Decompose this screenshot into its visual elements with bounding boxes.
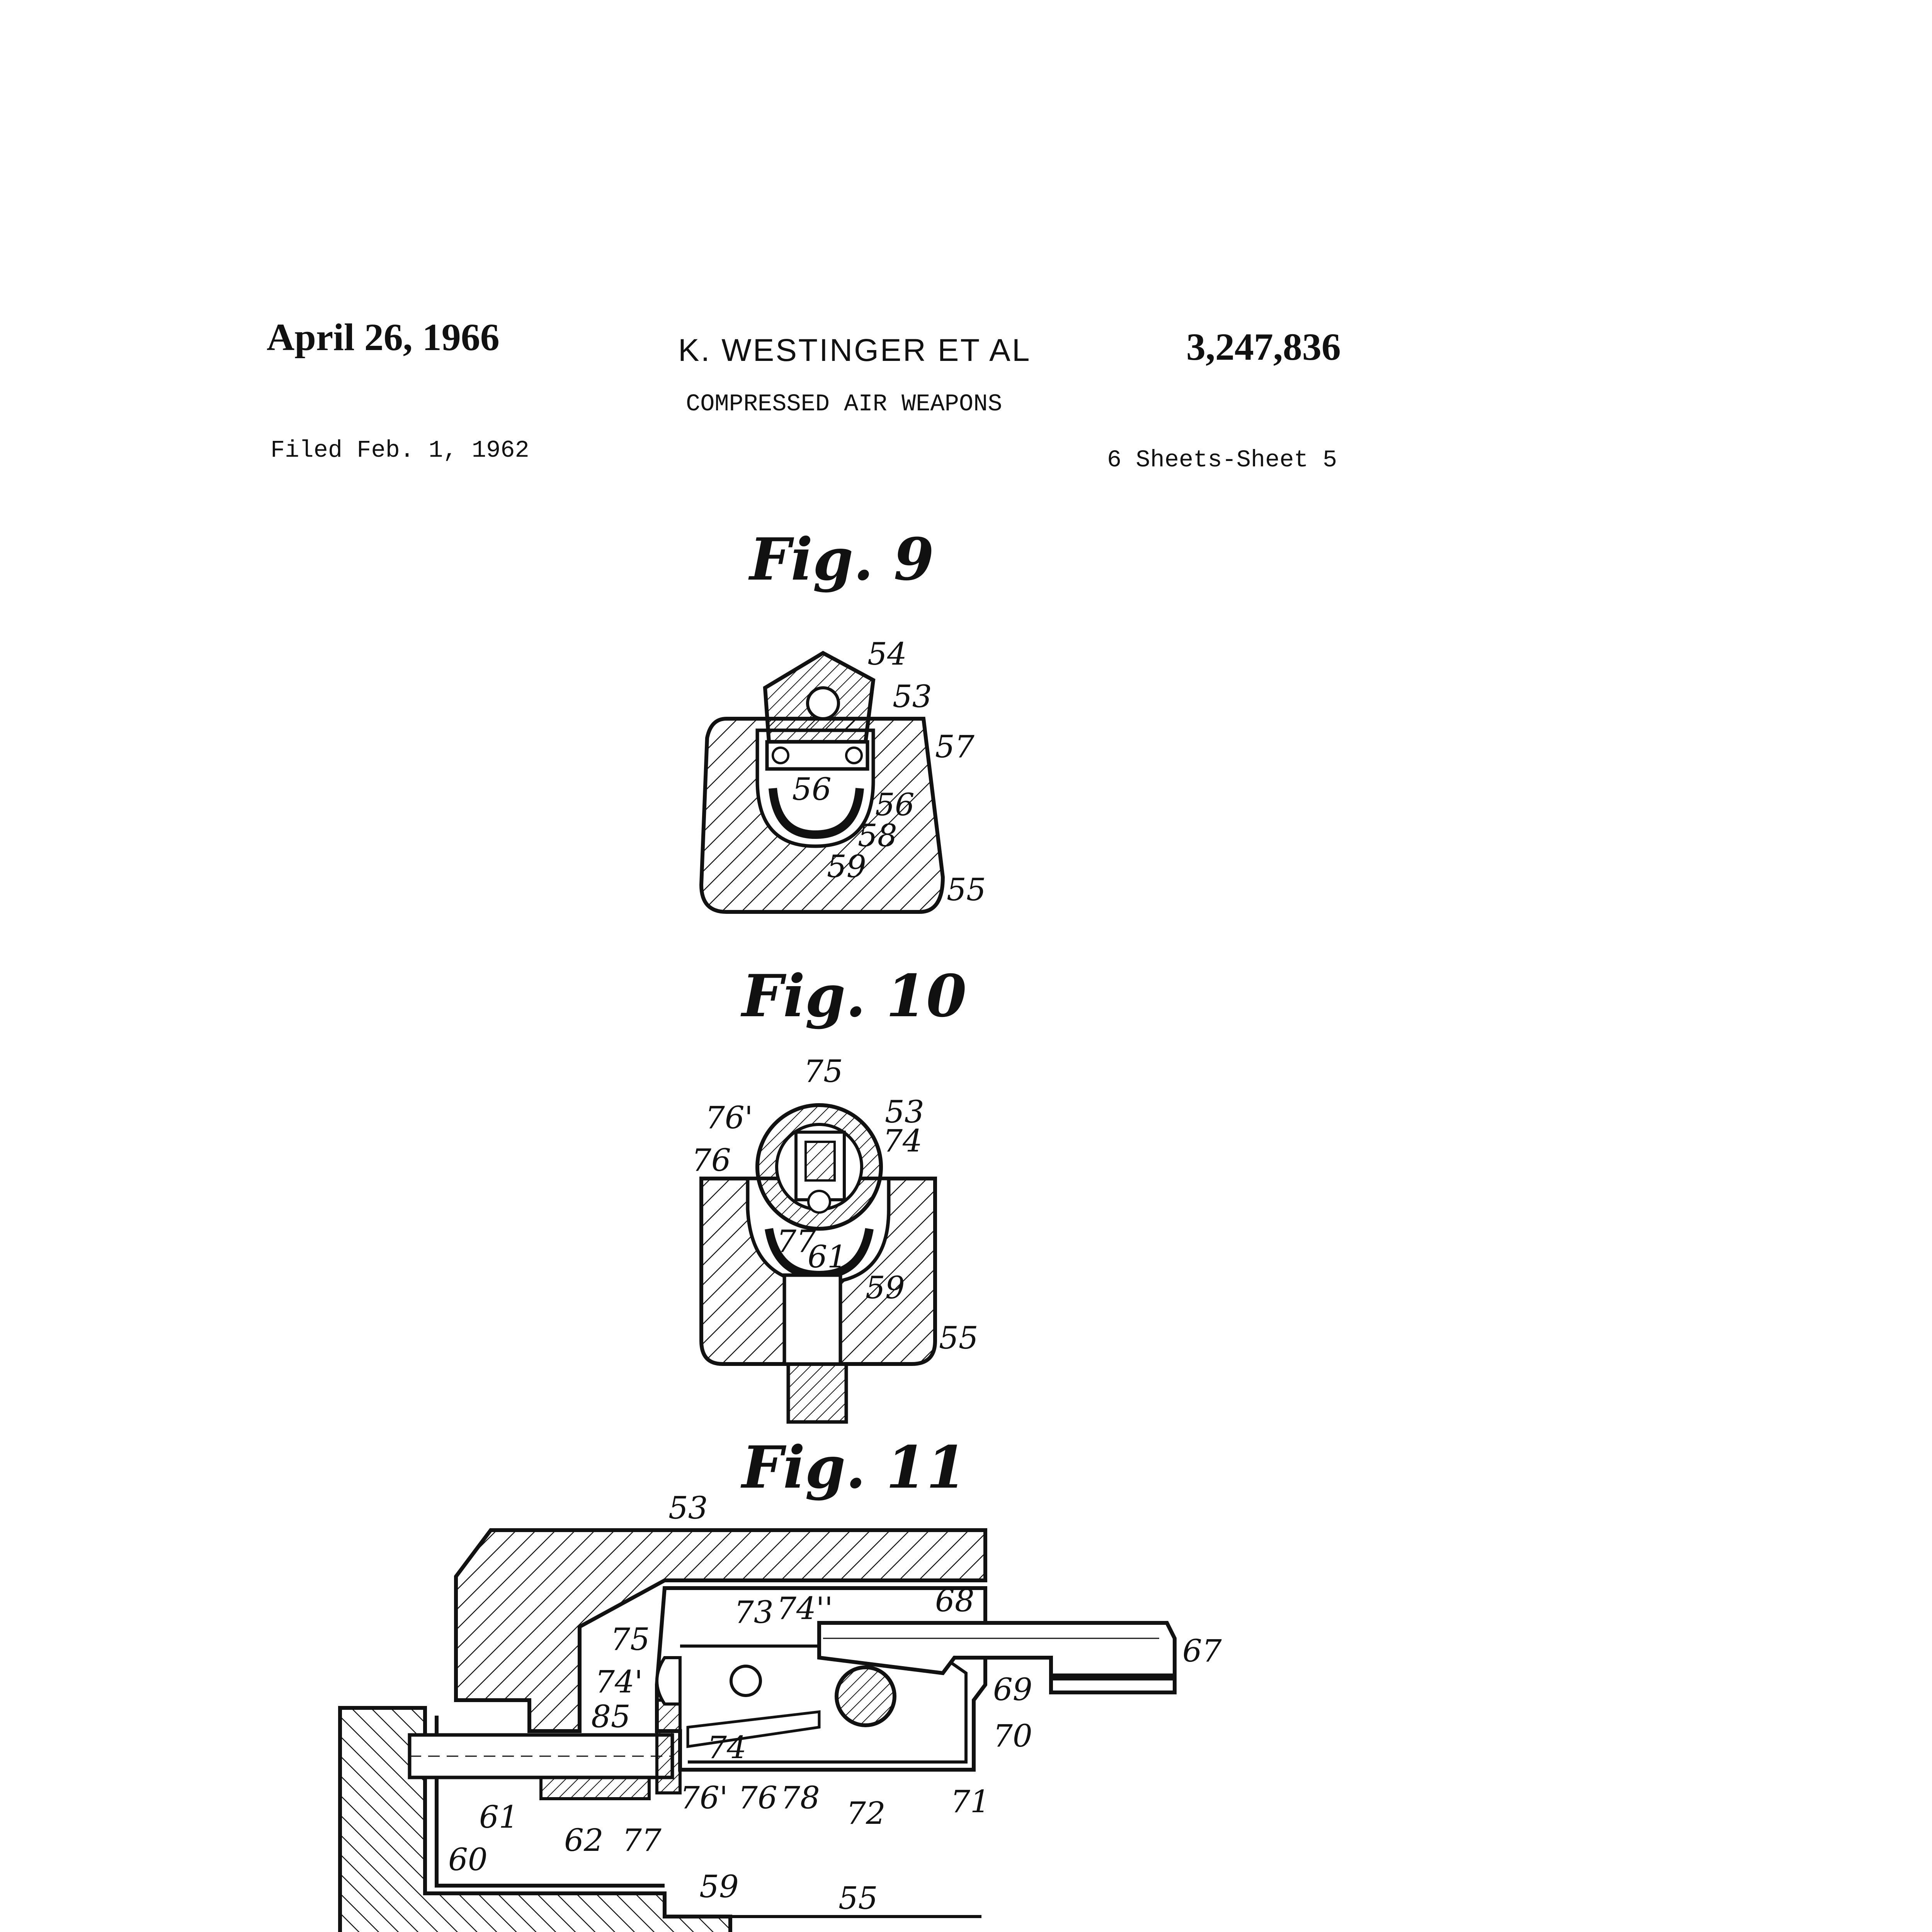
fig11-ref: 72 xyxy=(846,1795,886,1831)
figure-10 xyxy=(692,962,978,1422)
figure-11 xyxy=(340,1434,1222,1932)
fig11-ref: 60 xyxy=(448,1842,488,1878)
fig11-ref: 74'' xyxy=(777,1590,833,1626)
fig11-ref: 75 xyxy=(611,1621,650,1657)
fig11-ref: 67 xyxy=(1182,1633,1222,1669)
fig11-ref: 74 xyxy=(707,1730,747,1765)
fig11-ref: 59 xyxy=(699,1869,739,1905)
fig9-label: Fig. 9 xyxy=(750,526,934,594)
fig10-ref: 55 xyxy=(939,1320,978,1356)
fig11-ref: 61 xyxy=(479,1799,519,1835)
fig11-ref: 73 xyxy=(734,1594,774,1630)
fig11-seal xyxy=(541,1777,649,1799)
fig11-pin xyxy=(731,1666,760,1696)
fig9-ref: 59 xyxy=(827,849,866,884)
fig11-ref: 78 xyxy=(781,1780,820,1816)
fig11-ref: 69 xyxy=(993,1672,1032,1708)
sheet-count: 6 Sheets-Sheet 5 xyxy=(1107,446,1337,474)
fig11-ref: 70 xyxy=(993,1718,1032,1754)
patent-number: 3,247,836 xyxy=(1186,325,1341,368)
fig10-ref: 53 xyxy=(885,1094,924,1130)
fig10-label: Fig. 10 xyxy=(742,962,967,1030)
fig10-ref: 59 xyxy=(866,1270,905,1306)
fig11-ref: 76' xyxy=(680,1780,728,1816)
fig11-ref: 62 xyxy=(564,1822,604,1858)
fig9-ref: 56 xyxy=(792,771,832,807)
figure-9 xyxy=(701,526,986,912)
fig10-ref: 77 xyxy=(777,1223,816,1259)
fig11-ref: 68 xyxy=(935,1583,975,1619)
fig9-bore xyxy=(808,688,838,719)
fig9-ref: 58 xyxy=(858,818,897,854)
fig11-ref: 53 xyxy=(668,1490,708,1526)
fig10-ref: 76 xyxy=(692,1142,731,1178)
patent-title: COMPRESSED AIR WEAPONS xyxy=(686,390,1002,418)
fig10-ref: 76' xyxy=(705,1100,753,1136)
fig9-ref: 53 xyxy=(893,679,932,714)
fig11-ref: 85 xyxy=(591,1699,631,1735)
fig11-ref: 77 xyxy=(622,1822,662,1858)
patent-date: April 26, 1966 xyxy=(267,316,500,359)
inventor-name: K. WESTINGER ET AL xyxy=(678,333,1031,368)
fig11-ref: 76 xyxy=(738,1780,777,1816)
fig10-stem xyxy=(788,1364,846,1422)
fig9-ref: 54 xyxy=(867,636,907,672)
fig9-ref: 57 xyxy=(935,729,975,765)
fig11-ref: 55 xyxy=(838,1880,878,1916)
fig11-label: Fig. 11 xyxy=(742,1434,967,1502)
fig10-ref: 61 xyxy=(808,1239,847,1275)
fig11-pivot xyxy=(837,1667,895,1725)
fig10-ref: 75 xyxy=(804,1053,843,1089)
filed-date: Filed Feb. 1, 1962 xyxy=(270,437,529,464)
fig10-ref: 74 xyxy=(883,1123,922,1159)
fig11-ref: 74' xyxy=(595,1664,643,1700)
fig10-channel xyxy=(784,1275,840,1364)
fig11-ref: 71 xyxy=(951,1784,990,1820)
fig9-ref: 55 xyxy=(947,872,986,908)
fig9-ref: 56 xyxy=(875,787,915,823)
